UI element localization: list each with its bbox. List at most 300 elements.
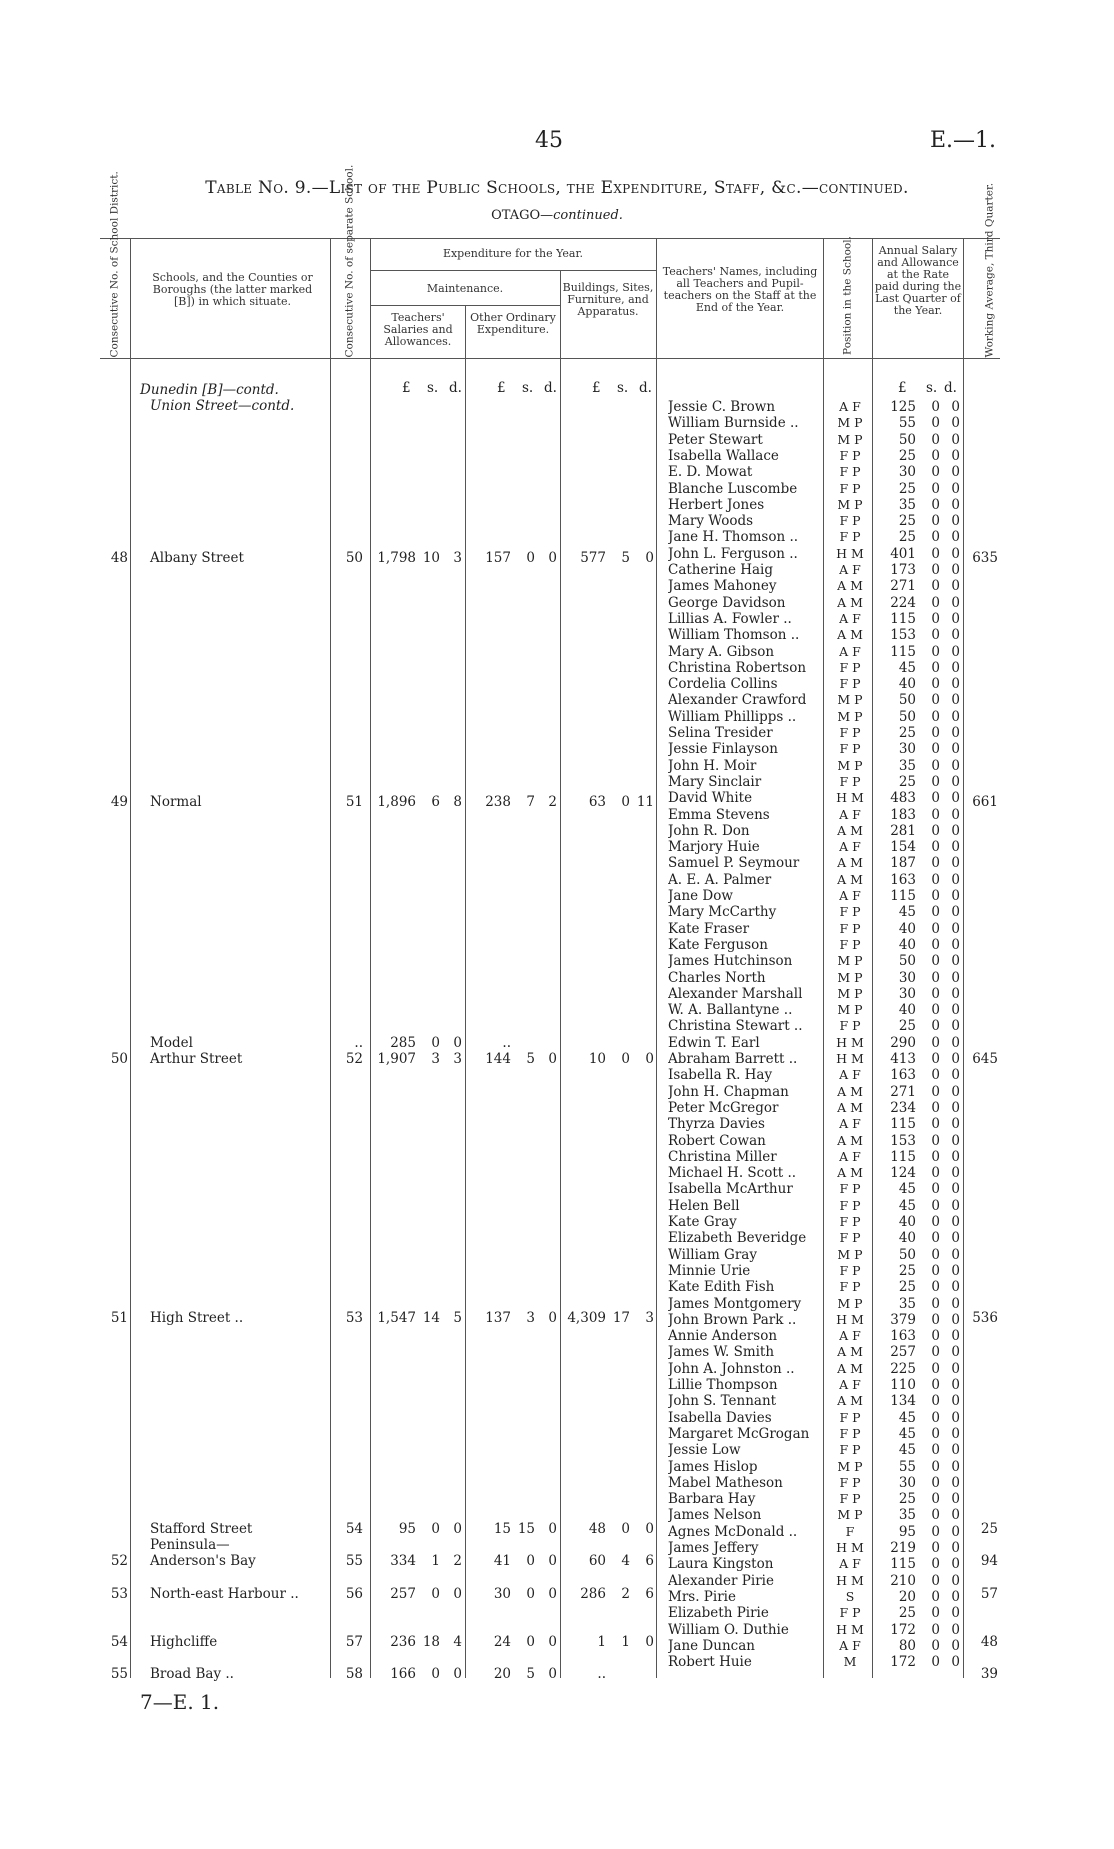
teacher-name: Charles North	[668, 970, 766, 986]
teacher-salary	[880, 970, 970, 986]
school-no: 55	[345, 1553, 363, 1569]
salary-shillings: 0	[931, 855, 940, 871]
salary-shillings: 0	[931, 970, 940, 986]
teacher-name: Selina Tresider	[668, 725, 773, 741]
school-name: Albany Street	[150, 550, 244, 566]
teacher-name: Peter Stewart	[668, 432, 763, 448]
salary-shillings: 0	[931, 1165, 940, 1181]
teacher-position: A F	[839, 1328, 861, 1343]
district-no: 48	[110, 550, 128, 566]
salary-pounds: 40	[898, 1230, 916, 1246]
salary-pence: 0	[951, 1035, 960, 1051]
teacher-name: Lillias A. Fowler ..	[668, 611, 792, 627]
salary-shillings: 0	[931, 872, 940, 888]
salary-pence: 0	[951, 464, 960, 480]
salary-pence: 0	[951, 660, 960, 676]
other-pence: 0	[548, 1586, 557, 1602]
other-pounds: 137	[485, 1310, 511, 1326]
teacher-salary	[880, 1198, 970, 1214]
other-pence: 0	[548, 1553, 557, 1569]
salary-pence: 0	[951, 774, 960, 790]
teacher-position: M P	[837, 758, 863, 773]
salaries-pence: 0	[453, 1666, 462, 1682]
units-salaries	[372, 380, 464, 396]
teacher-name: Mary A. Gibson	[668, 644, 775, 660]
school-no: 54	[345, 1521, 363, 1537]
salary-pence: 0	[951, 1067, 960, 1083]
teacher-salary	[880, 448, 970, 464]
salary-pence: 0	[951, 1410, 960, 1426]
salary-pounds: 271	[890, 578, 916, 594]
buildings-pounds: 10	[588, 1051, 606, 1067]
teacher-name: Margaret McGrogan	[668, 1426, 810, 1442]
salary-pounds: 257	[890, 1344, 916, 1360]
salary-shillings: 0	[931, 1312, 940, 1328]
other-pence: 0	[548, 1634, 557, 1650]
salary-shillings: 0	[931, 741, 940, 757]
teacher-name: Jane Dow	[668, 888, 733, 904]
teacher-salary	[880, 1035, 970, 1051]
col-rule-7	[823, 238, 824, 1678]
salary-pounds: 115	[890, 1116, 916, 1132]
teacher-position: A F	[839, 1067, 861, 1082]
salary-pounds: 271	[890, 1084, 916, 1100]
teacher-position: M P	[837, 692, 863, 707]
teacher-salary	[880, 1149, 970, 1165]
salary-pence: 0	[951, 432, 960, 448]
salary-shillings: 0	[931, 1556, 940, 1572]
salary-pounds: 219	[890, 1540, 916, 1556]
working-average: 57	[980, 1586, 998, 1602]
salary-shillings: 0	[931, 497, 940, 513]
salary-pence: 0	[951, 1328, 960, 1344]
salary-pence: 0	[951, 790, 960, 806]
page-footer: 7—E. 1.	[140, 1690, 220, 1714]
teacher-position: A F	[839, 644, 861, 659]
salary-shillings: 0	[931, 562, 940, 578]
working-average: 39	[980, 1666, 998, 1682]
other-pence: 0	[548, 1666, 557, 1682]
teacher-position: F P	[839, 741, 861, 756]
salary-pounds: 45	[898, 1442, 916, 1458]
district-no: 49	[110, 794, 128, 810]
teacher-name: Jessie Finlayson	[668, 741, 778, 757]
teacher-name: Kate Gray	[668, 1214, 737, 1230]
header-bottom-rule	[100, 358, 1000, 359]
teacher-salary	[880, 1051, 970, 1067]
teacher-name: David White	[668, 790, 753, 806]
salary-pence: 0	[951, 415, 960, 431]
teacher-salary	[880, 1296, 970, 1312]
other-shillings: 0	[526, 1634, 535, 1650]
expenditure-rule	[370, 270, 656, 271]
teacher-position: F P	[839, 660, 861, 675]
teacher-salary	[880, 1328, 970, 1344]
teacher-name: E. D. Mowat	[668, 464, 753, 480]
salary-pence: 0	[951, 1622, 960, 1638]
salaries-shillings: 6	[431, 794, 440, 810]
salary-shillings: 0	[931, 1426, 940, 1442]
salary-pounds: 163	[890, 1328, 916, 1344]
salary-pence: 0	[951, 1247, 960, 1263]
working-average: 536	[972, 1310, 998, 1326]
teacher-position: A M	[837, 627, 863, 642]
teacher-salary	[880, 904, 970, 920]
teacher-name: Elizabeth Pirie	[668, 1605, 769, 1621]
buildings-pounds: ..	[597, 1666, 606, 1682]
salaries-shillings: 10	[422, 550, 440, 566]
salary-pounds: 210	[890, 1573, 916, 1589]
teacher-position: H M	[836, 1622, 864, 1637]
teacher-salary	[880, 1410, 970, 1426]
salary-shillings: 0	[931, 1344, 940, 1360]
other-pence: 0	[548, 1310, 557, 1326]
salary-pounds: 30	[898, 986, 916, 1002]
teacher-position: H M	[836, 790, 864, 805]
salary-shillings: 0	[931, 1067, 940, 1083]
teacher-salary	[880, 758, 970, 774]
salary-pounds: 25	[898, 1279, 916, 1295]
salaries-shillings: 1	[431, 1553, 440, 1569]
teacher-salary	[880, 1312, 970, 1328]
unit-s: s.	[926, 380, 938, 396]
teacher-salary	[880, 1133, 970, 1149]
units-salary	[880, 380, 970, 396]
teacher-name: Alexander Crawford	[668, 692, 807, 708]
teacher-name: William Gray	[668, 1247, 757, 1263]
other-pence: 2	[548, 794, 557, 810]
teacher-name: Jessie C. Brown	[668, 399, 776, 415]
salary-shillings: 0	[931, 692, 940, 708]
salaries-shillings: 0	[431, 1035, 440, 1051]
teacher-position: M P	[837, 1002, 863, 1017]
teacher-position: A F	[839, 1377, 861, 1392]
salaries-shillings: 0	[431, 1521, 440, 1537]
header-position: Position in the School.	[841, 236, 854, 355]
col-rule-1	[130, 238, 131, 1678]
teacher-salary	[880, 1377, 970, 1393]
buildings-pounds: 577	[580, 550, 606, 566]
header-salary: Annual Salary and Allowance at the Rate paid during the Last Quarter of the Year.	[874, 244, 962, 317]
teacher-salary	[880, 1556, 970, 1572]
teacher-name: Helen Bell	[668, 1198, 740, 1214]
salary-pence: 0	[951, 481, 960, 497]
other-pounds: 24	[493, 1634, 511, 1650]
teacher-position: F P	[839, 1410, 861, 1425]
teacher-salary	[880, 709, 970, 725]
teacher-name: John Brown Park ..	[668, 1312, 797, 1328]
teacher-position: A M	[837, 872, 863, 887]
salary-pounds: 20	[898, 1589, 916, 1605]
teacher-name: Mary McCarthy	[668, 904, 777, 920]
salary-shillings: 0	[931, 660, 940, 676]
salary-pence: 0	[951, 921, 960, 937]
header-district-no: Consecutive No. of School District.	[108, 171, 121, 358]
salary-shillings: 0	[931, 676, 940, 692]
table-subtitle	[0, 208, 1114, 223]
buildings-shillings: 5	[621, 550, 630, 566]
salary-shillings: 0	[931, 790, 940, 806]
teacher-name: Mabel Matheson	[668, 1475, 783, 1491]
salary-pence: 0	[951, 970, 960, 986]
buildings-pence: 3	[645, 1310, 654, 1326]
other-shillings: 0	[526, 550, 535, 566]
salary-shillings: 0	[931, 709, 940, 725]
header-schools: Schools, and the Counties or Boroughs (the latter marked [B]) in which situate.	[152, 271, 313, 308]
teacher-salary	[880, 1638, 970, 1654]
salary-pence: 0	[951, 1100, 960, 1116]
salary-shillings: 0	[931, 432, 940, 448]
unit-s: s.	[522, 380, 534, 396]
teacher-position: F P	[839, 513, 861, 528]
other-pence: 0	[548, 1521, 557, 1537]
salary-pence: 0	[951, 904, 960, 920]
salary-pence: 0	[951, 1116, 960, 1132]
teacher-name: Kate Ferguson	[668, 937, 768, 953]
header-teachers: Teachers' Names, including all Teachers and Pupil-teachers on the Staff at the End of the Year.	[662, 265, 818, 314]
salary-shillings: 0	[931, 1459, 940, 1475]
salary-shillings: 0	[931, 513, 940, 529]
salary-shillings: 0	[931, 774, 940, 790]
salary-shillings: 0	[931, 415, 940, 431]
teacher-position: F P	[839, 904, 861, 919]
teacher-salary	[880, 1589, 970, 1605]
salary-pence: 0	[951, 611, 960, 627]
working-average: 661	[972, 794, 998, 810]
teacher-position: F P	[839, 1230, 861, 1245]
school-name: Stafford Street	[150, 1521, 253, 1537]
salary-pounds: 45	[898, 1181, 916, 1197]
teacher-salary	[880, 1084, 970, 1100]
school-no: 58	[345, 1666, 363, 1682]
salary-pounds: 25	[898, 481, 916, 497]
teacher-name: James Hislop	[668, 1459, 758, 1475]
buildings-shillings: 0	[621, 794, 630, 810]
teacher-position: M P	[837, 986, 863, 1001]
teacher-name: Barbara Hay	[668, 1491, 756, 1507]
unit-s: s.	[617, 380, 629, 396]
teacher-salary	[880, 1279, 970, 1295]
other-pence: 0	[548, 1051, 557, 1067]
teacher-position: M P	[837, 1507, 863, 1522]
salary-shillings: 0	[931, 1589, 940, 1605]
teacher-salary	[880, 937, 970, 953]
salary-shillings: 0	[931, 1247, 940, 1263]
teacher-name: Mary Woods	[668, 513, 754, 529]
teacher-name: Jane H. Thomson ..	[668, 529, 799, 545]
teacher-name: Mary Sinclair	[668, 774, 762, 790]
salary-pounds: 40	[898, 937, 916, 953]
salary-pence: 0	[951, 1198, 960, 1214]
salaries-pence: 2	[453, 1553, 462, 1569]
teacher-position: M P	[837, 1296, 863, 1311]
header-school-no: Consecutive No. of separate School.	[343, 164, 356, 358]
salary-pence: 0	[951, 953, 960, 969]
salaries-pence: 3	[453, 1051, 462, 1067]
teacher-salary	[880, 1067, 970, 1083]
salary-pounds: 224	[890, 595, 916, 611]
salary-pounds: 30	[898, 1475, 916, 1491]
teacher-salary	[880, 953, 970, 969]
teacher-name: James W. Smith	[668, 1344, 775, 1360]
salary-pounds: 379	[890, 1312, 916, 1328]
salary-shillings: 0	[931, 1263, 940, 1279]
unit-d: d.	[639, 380, 652, 396]
teacher-position: M P	[837, 1459, 863, 1474]
salary-shillings: 0	[931, 399, 940, 415]
teacher-salary	[880, 888, 970, 904]
buildings-shillings: 17	[612, 1310, 630, 1326]
salary-pounds: 125	[890, 399, 916, 415]
teacher-salary	[880, 1165, 970, 1181]
teacher-position: A F	[839, 888, 861, 903]
teacher-position: M P	[837, 1247, 863, 1262]
salary-pence: 0	[951, 839, 960, 855]
teacher-position: S	[845, 1589, 855, 1604]
teacher-name: Isabella Wallace	[668, 448, 779, 464]
teacher-position: M P	[837, 709, 863, 724]
salaries-pounds: 236	[390, 1634, 416, 1650]
salary-shillings: 0	[931, 888, 940, 904]
salary-pounds: 115	[890, 611, 916, 627]
district-no: 52	[110, 1553, 128, 1569]
salary-shillings: 0	[931, 823, 940, 839]
salary-shillings: 0	[931, 1296, 940, 1312]
teacher-name: John H. Chapman	[668, 1084, 789, 1100]
teacher-salary	[880, 1018, 970, 1034]
teacher-position: F P	[839, 1442, 861, 1457]
col-rule-4	[465, 305, 466, 1678]
school-name: Arthur Street	[150, 1051, 243, 1067]
salary-shillings: 0	[931, 1198, 940, 1214]
salary-pounds: 45	[898, 904, 916, 920]
teacher-salary	[880, 546, 970, 562]
salary-pounds: 163	[890, 872, 916, 888]
other-shillings: 7	[526, 794, 535, 810]
salary-shillings: 0	[931, 1051, 940, 1067]
unit-s: s.	[427, 380, 439, 396]
teacher-name: James Jeffery	[668, 1540, 759, 1556]
salary-pounds: 35	[898, 1296, 916, 1312]
salary-pence: 0	[951, 578, 960, 594]
teacher-position: F P	[839, 1198, 861, 1213]
salary-shillings: 0	[931, 1100, 940, 1116]
salary-shillings: 0	[931, 1230, 940, 1246]
salary-pounds: 45	[898, 660, 916, 676]
salary-pounds: 35	[898, 1507, 916, 1523]
salary-pounds: 153	[890, 1133, 916, 1149]
salaries-pounds: 1,907	[377, 1051, 416, 1067]
teacher-salary	[880, 790, 970, 806]
buildings-pence: 0	[645, 1051, 654, 1067]
salaries-pounds: 285	[390, 1035, 416, 1051]
salary-pounds: 115	[890, 1149, 916, 1165]
units-buildings	[562, 380, 654, 396]
header-top-rule	[100, 238, 1000, 239]
teacher-salary	[880, 692, 970, 708]
teacher-salary	[880, 660, 970, 676]
school-name: High Street ..	[150, 1310, 244, 1326]
teacher-salary	[880, 513, 970, 529]
teacher-name: Minnie Urie	[668, 1263, 751, 1279]
col-rule-5	[560, 270, 561, 1678]
teacher-position: F P	[839, 937, 861, 952]
teacher-salary	[880, 1524, 970, 1540]
salary-pence: 0	[951, 448, 960, 464]
teacher-position: H M	[836, 1312, 864, 1327]
teacher-position: A F	[839, 807, 861, 822]
salary-shillings: 0	[931, 1605, 940, 1621]
subtitle-continued: continued.	[553, 208, 623, 223]
salary-pounds: 40	[898, 1214, 916, 1230]
salary-pence: 0	[951, 529, 960, 545]
buildings-pence: 6	[645, 1586, 654, 1602]
salary-pounds: 55	[898, 415, 916, 431]
other-pounds: 238	[485, 794, 511, 810]
teacher-salary	[880, 1654, 970, 1670]
teacher-salary	[880, 1573, 970, 1589]
teacher-name: Cordelia Collins	[668, 676, 778, 692]
units-other	[467, 380, 559, 396]
header-salaries: Teachers' Salaries and Allowances.	[383, 311, 453, 348]
salary-shillings: 0	[931, 1573, 940, 1589]
salary-shillings: 0	[931, 1540, 940, 1556]
salary-shillings: 0	[931, 758, 940, 774]
salary-pence: 0	[951, 807, 960, 823]
salary-pence: 0	[951, 692, 960, 708]
salary-pounds: 134	[890, 1393, 916, 1409]
teacher-position: F P	[839, 1263, 861, 1278]
other-pounds: ..	[502, 1035, 511, 1051]
salary-pence: 0	[951, 1491, 960, 1507]
subtitle-region: OTAGO—	[491, 208, 554, 223]
salary-pounds: 40	[898, 1002, 916, 1018]
salary-pounds: 40	[898, 921, 916, 937]
salary-pence: 0	[951, 1344, 960, 1360]
salary-pence: 0	[951, 888, 960, 904]
school-name: North-east Harbour ..	[150, 1586, 299, 1602]
salary-pounds: 153	[890, 627, 916, 643]
school-name: Broad Bay ..	[150, 1666, 234, 1682]
salaries-pence: 0	[453, 1035, 462, 1051]
teacher-name: Robert Cowan	[668, 1133, 766, 1149]
teacher-position: M P	[837, 497, 863, 512]
salaries-pence: 5	[453, 1310, 462, 1326]
other-shillings: 3	[526, 1310, 535, 1326]
teacher-salary	[880, 741, 970, 757]
salaries-pence: 0	[453, 1521, 462, 1537]
teacher-name: William Thomson ..	[668, 627, 800, 643]
buildings-shillings: 1	[621, 1634, 630, 1650]
school-no: 56	[345, 1586, 363, 1602]
col-rule-6	[656, 238, 657, 1678]
school-name: Peninsula—	[150, 1537, 230, 1553]
salary-pence: 0	[951, 1589, 960, 1605]
salary-pence: 0	[951, 1051, 960, 1067]
page-number: 45	[535, 128, 563, 153]
salary-shillings: 0	[931, 611, 940, 627]
salary-pounds: 115	[890, 888, 916, 904]
salary-pounds: 124	[890, 1165, 916, 1181]
working-average: 48	[980, 1634, 998, 1650]
teacher-position: H M	[836, 1035, 864, 1050]
school-name: Normal	[150, 794, 202, 810]
salary-pence: 0	[951, 1573, 960, 1589]
salary-pence: 0	[951, 758, 960, 774]
school-name: Anderson's Bay	[150, 1553, 256, 1569]
teacher-name: Alexander Pirie	[668, 1573, 774, 1589]
teacher-salary	[880, 1247, 970, 1263]
